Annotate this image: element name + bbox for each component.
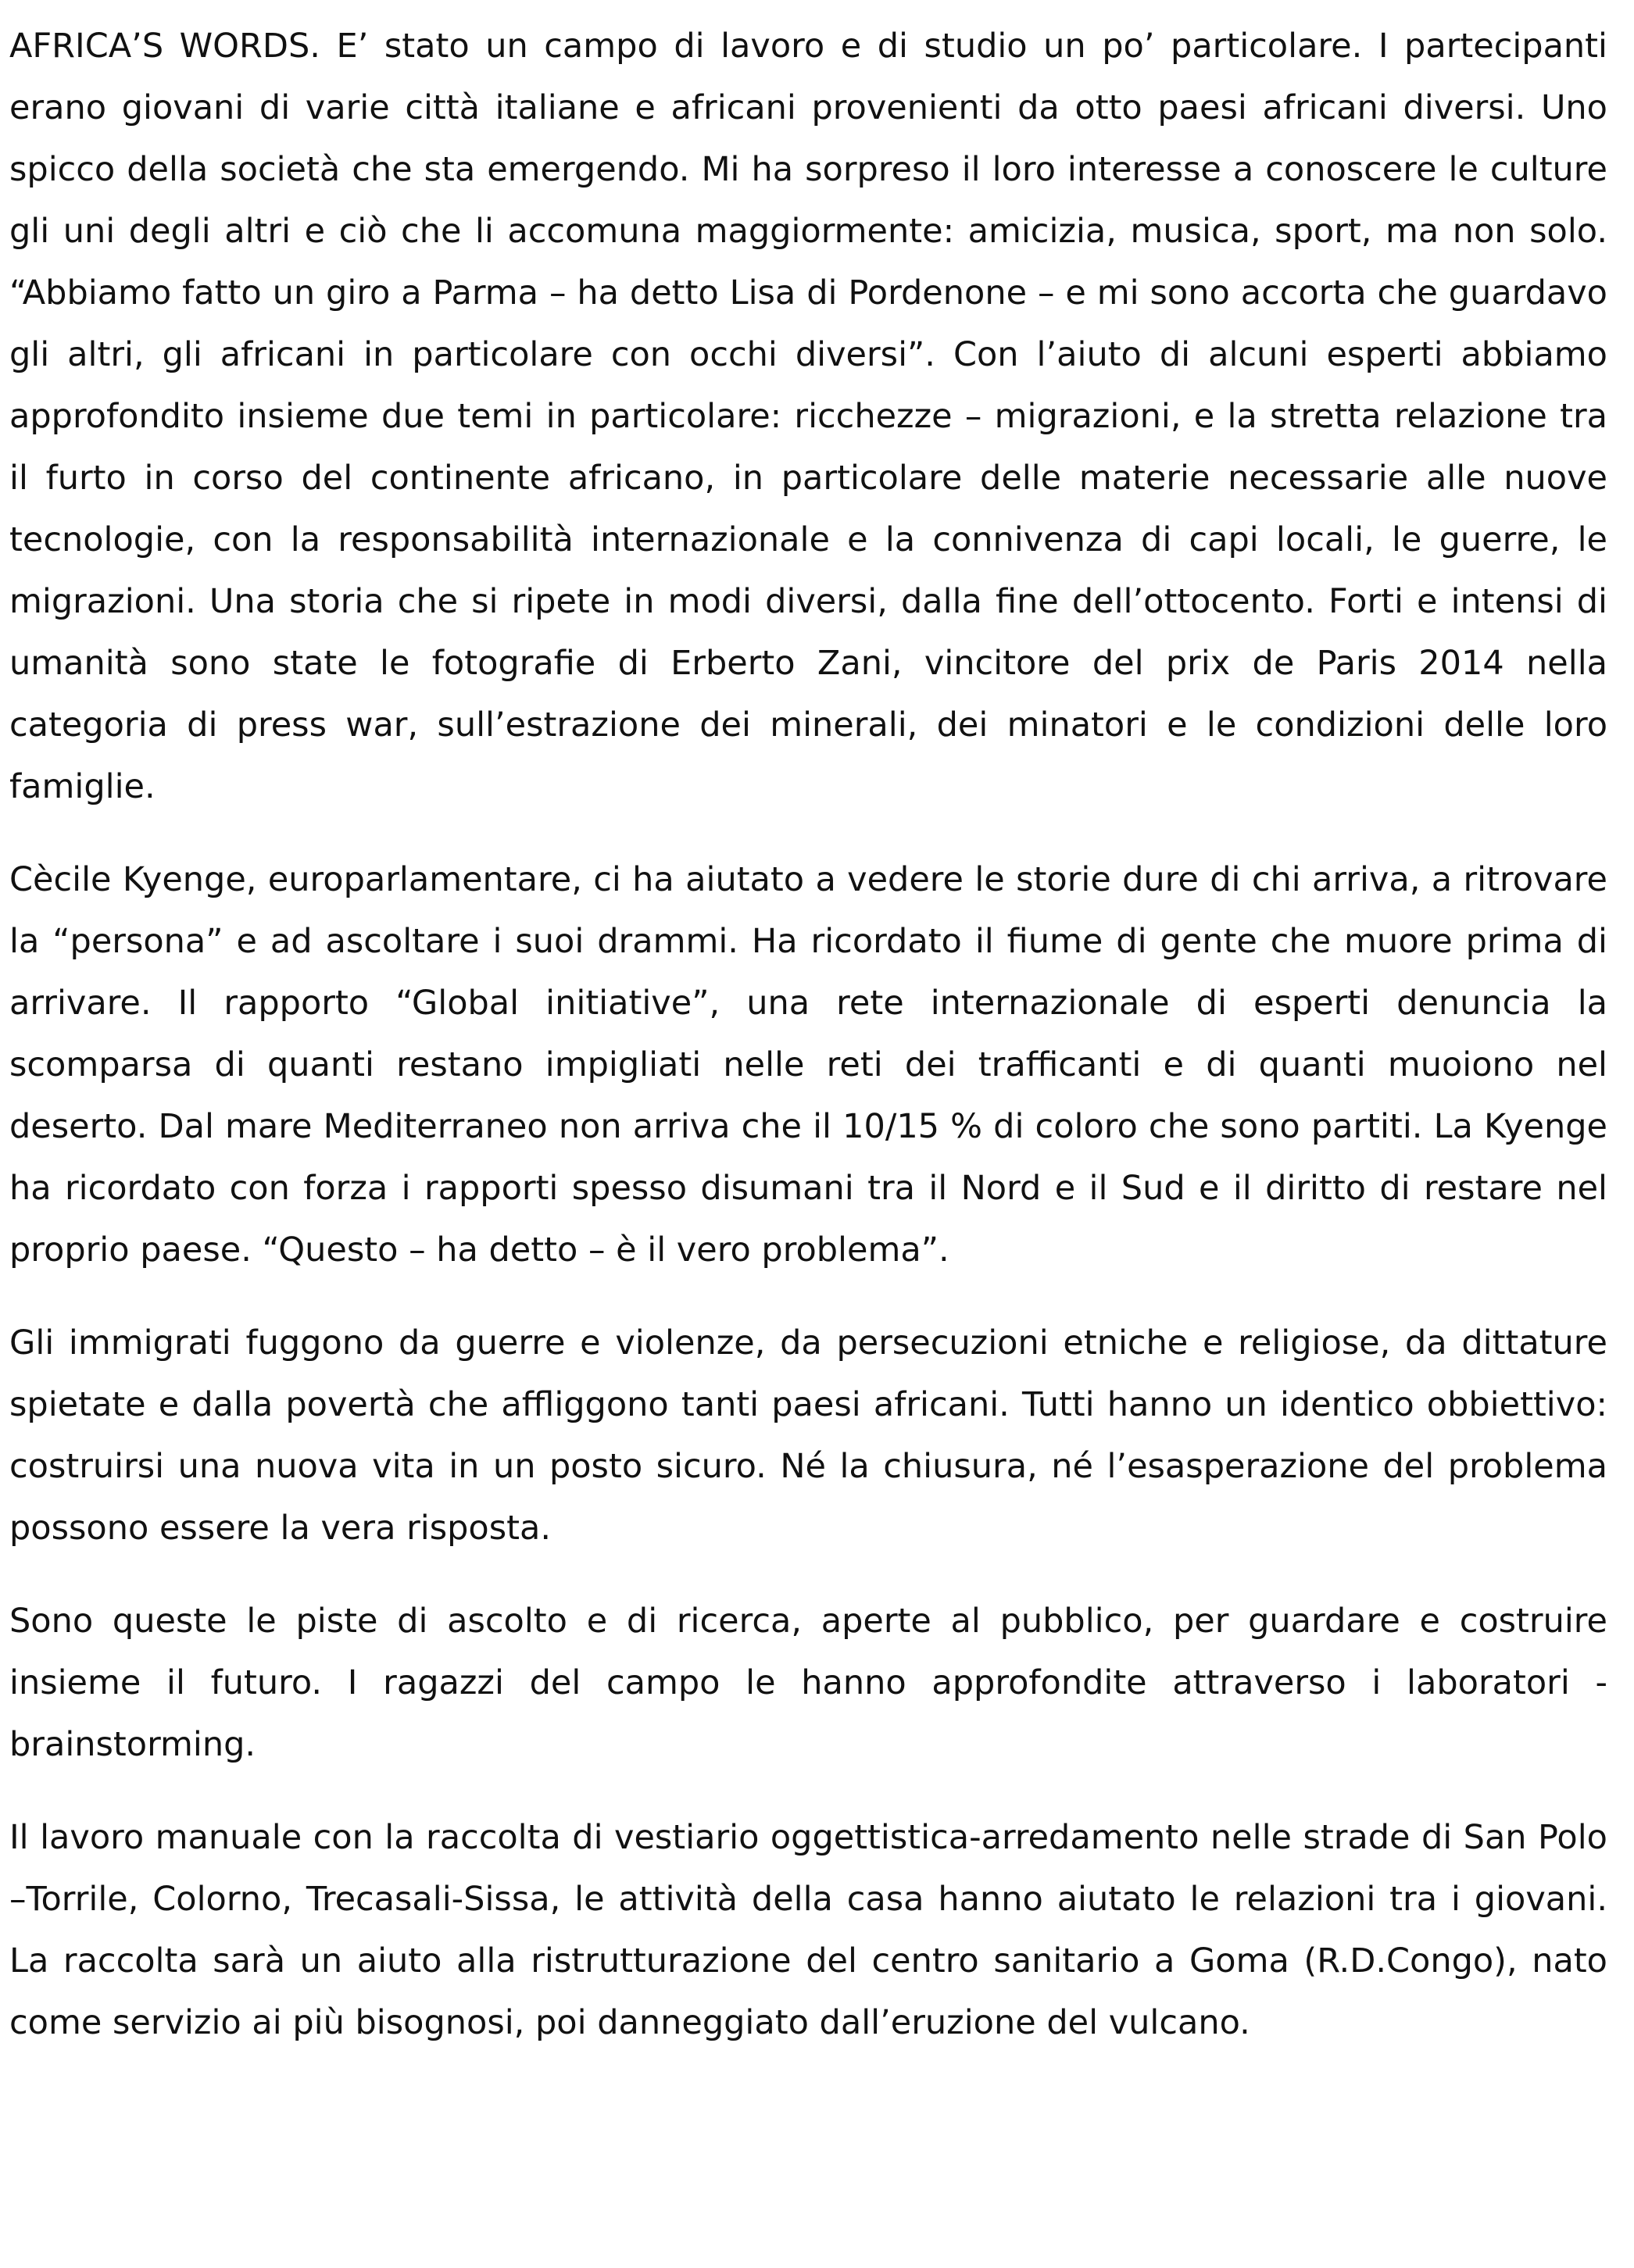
paragraph-kyenge: Cècile Kyenge, europarlamentare, ci ha aiutato a vedere le storie dure di chi arriva, a ritrovare la “persona” e ad ascoltare i suoi drammi. Ha ricordato il fiume di gente che muore prima di arrivare. Il rapporto “Global initiative”, una rete internazionale di esperti denuncia la scomparsa di quanti restano impigliati nelle reti dei trafficanti e di quanti muoiono nel deserto. Dal mare Mediterraneo non arriva che il 10/15 % di coloro che sono partiti. La Kyenge ha ricordato con forza i rapporti spesso disumani tra il Nord e il Sud e il diritto di restare nel proprio paese. “Questo – ha detto – è il vero problema”.	[9, 860, 1607, 1270]
paragraph-piste: Sono queste le piste di ascolto e di ricerca, aperte al pubblico, per guardare e costruire insieme il futuro. I ragazzi del campo le hanno approfondite attraverso i laboratori - brainstorming.	[9, 1602, 1607, 1764]
document-page	[9, 16, 1607, 2054]
paragraph-lavoro-manuale: Il lavoro manuale con la raccolta di vestiario oggettistica-arredamento nelle strade di San Polo –Torrile, Colorno, Trecasali-Sissa, le attività della casa hanno aiutato le relazioni tra i giovani. La raccolta sarà un aiuto alla ristrutturazione del centro sanitario a Goma (R.D.Congo), nato come servizio ai più bisognosi, poi danneggiato dall’eruzione del vulcano.	[9, 1818, 1607, 2042]
paragraph-intro: AFRICA’S WORDS. E’ stato un campo di lavoro e di studio un po’ particolare. I partecipanti erano giovani di varie città italiane e africani provenienti da otto paesi africani diversi. Uno spicco della società che sta emergendo. Mi ha sorpreso il loro interesse a conoscere le culture gli uni degli altri e ciò che li accomuna maggiormente: amicizia, musica, sport, ma non solo. “Abbiamo fatto un giro a Parma – ha detto Lisa di Pordenone – e mi sono accorta che guardavo gli altri, gli africani in particolare con occhi diversi”. Con l’aiuto di alcuni esperti abbiamo approfondito insieme due temi in particolare: ricchezze – migrazioni, e la stretta relazione tra il furto in corso del continente africano, in particolare delle materie necessarie alle nuove tecnologie, con la responsabilità internazionale e la connivenza di capi locali, le guerre, le migrazioni. Una storia che si ripete in modi diversi, dalla fine dell’ottocento. Forti e intensi di umanità sono state le fotografie di Erberto Zani, vincitore del prix de Paris 2014 nella categoria di press war, sull’estrazione dei minerali, dei minatori e le condizioni delle loro famiglie.	[9, 27, 1607, 806]
paragraph-immigrati: Gli immigrati fuggono da guerre e violenze, da persecuzioni etniche e religiose, da dittature spietate e dalla povertà che affliggono tanti paesi africani. Tutti hanno un identico obbiettivo: costruirsi una nuova vita in un posto sicuro. Né la chiusura, né l’esasperazione del problema possono essere la vera risposta.	[9, 1323, 1607, 1548]
